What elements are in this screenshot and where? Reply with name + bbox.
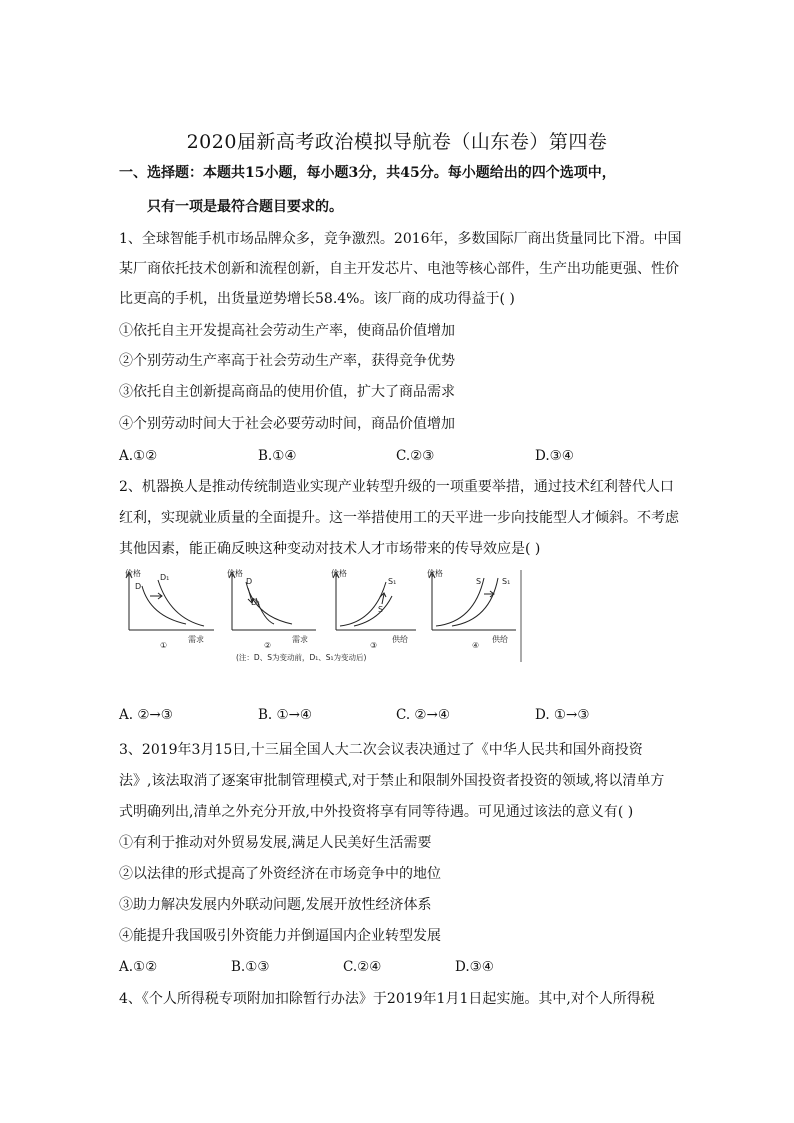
q1-item-2: ②个别劳动生产率高于社会劳动生产率，获得竞争优势	[119, 353, 455, 369]
q2-stem-line1: 2、机器换人是推动传统制造业实现产业转型升级的一项重要举措，通过技术红利替代人口	[119, 479, 674, 495]
panel-1-number: ①	[160, 641, 168, 650]
q3-item-3: ③助力解决发展内外联动问题,发展开放性经济体系	[119, 897, 432, 913]
panel-1-graph	[126, 572, 214, 630]
q2-option-d: D. ①→③	[535, 707, 590, 723]
q2-stem-line3: 其他因素，能正确反映这种变动对技术人才市场带来的传导效应是( )	[119, 541, 541, 557]
q3-option-c: C.②④	[343, 959, 382, 975]
supply-demand-figure	[124, 568, 530, 666]
panel-1-x-label: 需求	[188, 635, 204, 644]
panel-2-curve-d1: D₁	[251, 598, 261, 607]
panel-3-y-label: 价格	[331, 569, 347, 578]
q1-item-4: ④个别劳动时间大于社会必要劳动时间，商品价值增加	[119, 416, 455, 432]
q1-option-b: B.①④	[258, 448, 297, 464]
q2-option-c: C. ②→④	[396, 707, 450, 723]
panel-1-curve-d1: D₁	[160, 573, 170, 582]
q3-item-1: ①有利于推动对外贸易发展,满足人民美好生活需要	[119, 835, 432, 851]
section-header-line2: 只有一项是最符合题目要求的。	[147, 199, 343, 215]
q1-stem-line2: 某厂商依托技术创新和流程创新，自主开发芯片、电池等核心部件，生产出功能更强、性价	[119, 261, 679, 277]
q1-item-1: ①依托自主开发提高社会劳动生产率，使商品价值增加	[119, 323, 455, 339]
section-header-line1: 一、选择题：本题共15小题，每小题3分，共45分。每小题给出的四个选项中，	[119, 165, 616, 181]
q1-item-3: ③依托自主创新提高商品的使用价值，扩大了商品需求	[119, 384, 455, 400]
panel-3-curve-s: S	[378, 605, 384, 614]
figure-note: (注：D、S为变动前，D₁、S₁为变动后)	[236, 653, 367, 662]
panel-2-number: ②	[264, 641, 272, 650]
panel-3-graph	[333, 572, 416, 630]
q3-option-a: A.①②	[119, 959, 158, 975]
panel-4-y-label: 价格	[427, 569, 443, 578]
panel-2-x-label: 需求	[292, 635, 308, 644]
q3-option-d: D.③④	[455, 959, 494, 975]
q3-stem-line3: 式明确列出,清单之外充分开放,中外投资将享有同等待遇。可见通过该法的意义有( )	[119, 804, 634, 820]
q1-stem-line1: 1、全球智能手机市场品牌众多，竞争激烈。2016年，多数国际厂商出货量同比下滑。中国	[119, 231, 682, 247]
panel-2-y-label: 价格	[227, 569, 243, 578]
q1-option-c: C.②③	[396, 448, 435, 464]
q3-item-2: ②以法律的形式提高了外资经济在市场竞争中的地位	[119, 866, 441, 882]
panel-1-y-label: 价格	[125, 569, 141, 578]
panel-3-x-label: 供给	[392, 635, 408, 644]
q3-stem-line1: 3、2019年3月15日,十三届全国人大二次会议表决通过了《中华人民共和国外商投资	[119, 742, 643, 758]
panel-4-number: ④	[472, 641, 480, 650]
q2-option-a: A. ②→③	[119, 707, 173, 723]
panel-2-graph	[229, 572, 316, 630]
q1-stem-line3: 比更高的手机，出货量逆势增长58.4%。该厂商的成功得益于( )	[119, 291, 515, 307]
panel-4-curve-s1: S₁	[502, 577, 511, 586]
q1-option-a: A.①②	[119, 448, 158, 464]
page-title: 2020届新高考政治模拟导航卷（山东卷）第四卷	[186, 131, 608, 153]
panel-3-curve-s1: S₁	[388, 577, 397, 586]
q2-option-b: B. ①→④	[258, 707, 313, 723]
q3-option-b: B.①③	[231, 959, 270, 975]
panel-1-curve-d: D	[135, 582, 142, 591]
panel-3-number: ③	[370, 641, 378, 650]
panel-4-curve-s: S	[476, 577, 482, 586]
panel-4-x-label: 供给	[492, 635, 508, 644]
q3-item-4: ④能提升我国吸引外资能力并倒逼国内企业转型发展	[119, 928, 441, 944]
q1-option-d: D.③④	[535, 448, 574, 464]
panel-2-curve-d: D	[246, 577, 253, 586]
q4-stem-line1: 4、《个人所得税专项附加扣除暂行办法》于2019年1月1日起实施。其中,对个人所得税	[119, 991, 655, 1007]
q3-stem-line2: 法》,该法取消了逐案审批制管理模式,对于禁止和限制外国投资者投资的领域,将以清单方	[119, 773, 665, 789]
q2-stem-line2: 红利，实现就业质量的全面提升。这一举措使用工的天平进一步向技能型人才倾斜。不考虑	[119, 510, 679, 526]
